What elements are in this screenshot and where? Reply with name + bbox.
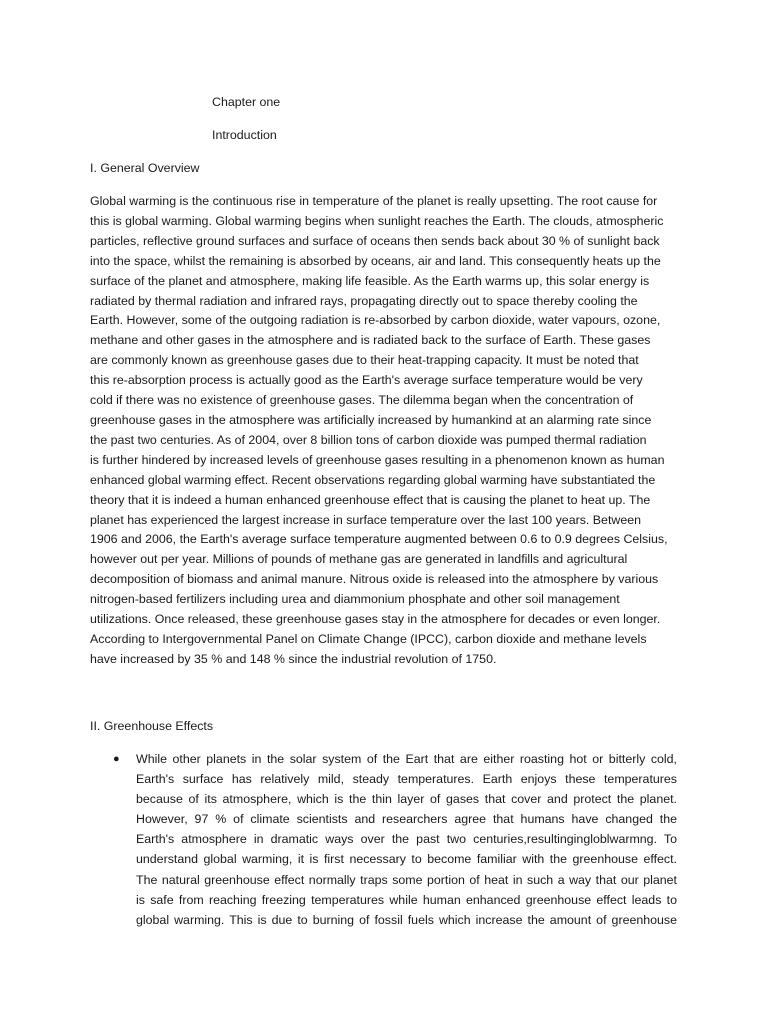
page-title: Introduction xyxy=(212,128,277,142)
paragraph-line: is further hindered by increased levels of greenhouse gases resulting in a phenomenon known as human xyxy=(90,452,665,467)
paragraph-line: this is global warming. Global warming begins when sunlight reaches the Earth. The clouds, atmospheric xyxy=(90,213,664,228)
paragraph-line: are commonly known as greenhouse gases due to their heat-trapping capacity. It must be noted that xyxy=(90,353,639,368)
paragraph-line: enhanced global warming effect. Recent observations regarding global warming have substantiated the xyxy=(90,472,656,487)
paragraph-line: because of its atmosphere, which is the thin layer of gases that cover and protect the planet. xyxy=(136,792,677,807)
paragraph-line: The natural greenhouse effect normally traps some portion of heat in such a way that our planet xyxy=(136,872,677,887)
paragraph-line: According to Intergovernmental Panel on Climate Change (IPCC), carbon dioxide and methane levels xyxy=(90,631,647,646)
paragraph-line: radiated by thermal radiation and infrared rays, propagating directly out to space thereby cooling the xyxy=(90,293,638,308)
paragraph-line: theory that it is indeed a human enhanced greenhouse effect that is causing the planet to heat up. The xyxy=(90,492,651,507)
paragraph-line: into the space, whilst the remaining is absorbed by oceans, air and land. This consequently heats up the xyxy=(90,253,661,268)
paragraph-line: Earth's atmosphere in dramatic ways over the past two centuries,resultingingloblwarmng. To xyxy=(136,832,677,847)
paragraph-line: cold if there was no existence of greenhouse gases. The dilemma began when the concentration of xyxy=(90,393,634,408)
section-heading-general-overview: I. General Overview xyxy=(90,161,200,175)
paragraph-line: Earth. However, some of the outgoing radiation is re-absorbed by carbon dioxide, water vapours, ozone, xyxy=(90,313,661,328)
paragraph-general-overview xyxy=(90,192,690,670)
paragraph-line: planet has experienced the largest increase in surface temperature over the last 100 years. Between xyxy=(90,512,642,527)
paragraph-line: surface of the planet and atmosphere, making life feasible. As the Earth warms up, this solar energy is xyxy=(90,273,650,288)
bullet-paragraph-greenhouse-effects xyxy=(136,749,677,930)
paragraph-line: methane and other gases in the atmosphere and is radiated back to the surface of Earth. These gases xyxy=(90,333,651,348)
paragraph-line: the past two centuries. As of 2004, over 8 billion tons of carbon dioxide was pumped thermal radiation xyxy=(90,432,647,447)
paragraph-line: have increased by 35 % and 148 % since the industrial revolution of 1750. xyxy=(90,651,497,666)
paragraph-line: global warming. This is due to burning of fossil fuels which increase the amount of greenhouse xyxy=(136,912,677,927)
bullet-icon: ● xyxy=(113,753,120,765)
paragraph-line: decomposition of biomass and animal manure. Nitrous oxide is released into the atmosphere by various xyxy=(90,572,659,587)
paragraph-line: However, 97 % of climate scientists and researchers agree that humans have changed the xyxy=(136,812,677,827)
paragraph-line: Earth's surface has relatively mild, steady temperatures. Earth enjoys these temperatures xyxy=(136,772,677,787)
paragraph-line: utilizations. Once released, these greenhouse gases stay in the atmosphere for decades or even longer. xyxy=(90,612,661,627)
paragraph-line: nitrogen-based fertilizers including urea and diammonium phosphate and other soil management xyxy=(90,592,620,607)
section-heading-greenhouse-effects: II. Greenhouse Effects xyxy=(90,719,214,733)
paragraph-line: While other planets in the solar system of the Eart that are either roasting hot or bitterly cold, xyxy=(136,752,677,766)
chapter-label: Chapter one xyxy=(212,95,281,109)
paragraph-line: understand global warming, it is first necessary to become familiar with the greenhouse effect. xyxy=(136,852,677,867)
paragraph-line: however out per year. Millions of pounds of methane gas are generated in landfills and agricultural xyxy=(90,552,628,567)
paragraph-line: particles, reflective ground surfaces and surface of oceans then sends back about 30 % of sunlight back xyxy=(90,233,660,248)
paragraph-line: this re-absorption process is actually good as the Earth's average surface temperature would be very xyxy=(90,373,643,388)
paragraph-line: Global warming is the continuous rise in temperature of the planet is really upsetting. The root cause for xyxy=(90,194,658,208)
paragraph-line: greenhouse gases in the atmosphere was artificially increased by humankind at an alarming rate since xyxy=(90,412,652,427)
paragraph-line: 1906 and 2006, the Earth's average surface temperature augmented between 0.6 to 0.9 degrees Celsius, xyxy=(90,532,668,547)
paragraph-line: is safe from reaching freezing temperatures while human enhanced greenhouse effect leads to xyxy=(136,892,677,907)
